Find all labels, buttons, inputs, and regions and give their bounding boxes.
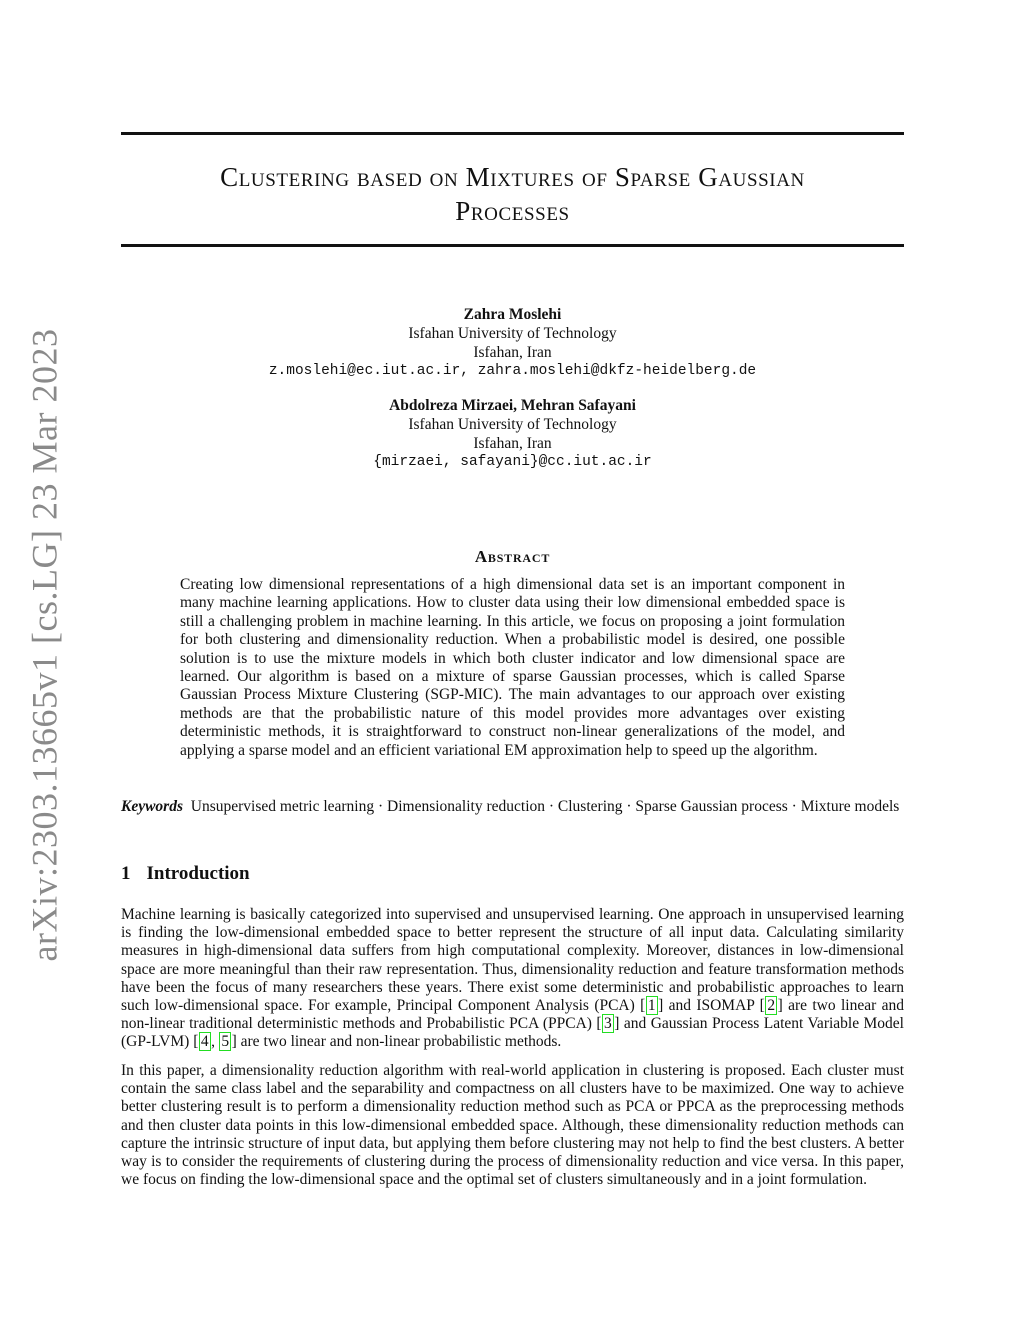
abstract-text: Creating low dimensional representations of a high dimensional data set is an important component in many machine learning applications. How to cluster data using their low dimensional embedded space is still a challenging problem in machine learning. In this article, we focus on proposing a joint formulation for both clustering and dimensionality reduction. When a probabilistic model is desired, one possible solution is to use the mixture models in which both cluster indicator and low dimensional space are learned. Our algorithm is based on a mixture of sparse Gaussian processes, which is called Sparse Gaussian Process Mixture Clustering (SGP-MIC). The main advantages to our approach over existing methods are that the probabilistic nature of this model provides more advantages over existing deterministic methods, it is straightforward to construct non-linear generalizations of the model, and applying a sparse model and an efficient variational EM approximation help to speed up the algorithm.: [180, 576, 845, 759]
author-list: [121, 305, 904, 487]
section-heading-introduction: [121, 863, 250, 885]
paragraph-text: ] are two linear and non-linear probabilistic methods.: [231, 1033, 562, 1051]
paper-title-line-2: Processes: [455, 196, 570, 226]
intro-paragraph-1: [121, 906, 904, 1052]
paragraph-text: Machine learning is basically categorized into supervised and unsupervised learning. One approach in unsupervised learning is finding the low-dimensional embedded space to better represent the structure of all input data. Calculating similarity measures in high-dimensional data suffers from high computational complexity. Moreover, distances in low-dimensional space are more meaningful than their raw representation. Thus, dimensionality reduction and feature transformation methods have been the focus of many researchers these years. There exist some deterministic and probabilistic approaches to learn such low-dimensional space. For example, Principal Component Analysis (PCA) [: [121, 906, 904, 1015]
author-email[interactable]: {mirzaei, safayani}@cc.iut.ac.ir: [373, 454, 652, 470]
paragraph-text: ] and Gaussian Process Latent Variable Model (GP-LVM) [: [121, 1015, 904, 1051]
citation-link[interactable]: 2: [767, 997, 776, 1015]
author-location: Isfahan, Iran: [473, 435, 552, 452]
paragraph-text: ] are two linear and non-linear traditional deterministic methods and Probabilistic PCA (PPCA) [: [121, 997, 904, 1033]
paragraph-text: ,: [211, 1033, 219, 1051]
author-affiliation: Isfahan University of Technology: [408, 416, 617, 433]
citation-link[interactable]: 4: [200, 1033, 209, 1051]
paragraph-text: ] and ISOMAP [: [658, 997, 765, 1015]
arxiv-stamp-text: arXiv:2303.13665v1 [cs.LG] 23 Mar 2023: [24, 328, 64, 962]
section-number: 1: [121, 863, 131, 884]
paper-title: [121, 160, 904, 228]
intro-paragraph-2: In this paper, a dimensionality reduction algorithm with real-world application in clustering is proposed. Each cluster must contain the same class label and the separability and compactness on all clusters have to be maximized. One way to achieve better clustering result is to perform a dimensionality reduction method such as PCA or PPCA as the preprocessing methods and then cluster data points in this low-dimensional embedded space. Although, these dimensionality reduction methods can capture the intrinsic structure of input data, but applying them before clustering may not help to find the best clusters. A better way is to consider the requirements of clustering during the process of dimensionality reduction and vice versa. In this paper, we focus on finding the low-dimensional space and the optimal set of clusters simultaneously and in a joint formulation.: [121, 1062, 904, 1189]
keywords: [121, 798, 904, 816]
citation-link[interactable]: 5: [221, 1033, 230, 1051]
author-block-2: [121, 396, 904, 472]
author-block-1: [121, 305, 904, 381]
author-affiliation: Isfahan University of Technology: [408, 325, 617, 342]
citation-link[interactable]: 3: [604, 1015, 612, 1033]
author-name: Abdolreza Mirzaei, Mehran Safayani: [389, 397, 636, 414]
keywords-text: Unsupervised metric learning · Dimensionality reduction · Clustering · Sparse Gaussian process · Mixture models: [190, 798, 900, 815]
section-title: Introduction: [146, 863, 250, 884]
title-rule-bottom: [121, 244, 904, 247]
abstract-heading: Abstract: [474, 547, 551, 566]
keywords-label: Keywords: [121, 798, 183, 815]
citation-link[interactable]: 1: [647, 997, 656, 1015]
author-name: Zahra Moslehi: [463, 306, 562, 323]
author-location: Isfahan, Iran: [473, 344, 552, 361]
title-rule-top: [121, 132, 904, 135]
paper-title-line-1: Clustering based on Mixtures of Sparse Gaussian: [220, 162, 805, 192]
arxiv-identifier-stamp: [22, 328, 66, 962]
author-email[interactable]: z.moslehi@ec.iut.ac.ir, zahra.moslehi@dkfz-heidelberg.de: [268, 363, 757, 379]
